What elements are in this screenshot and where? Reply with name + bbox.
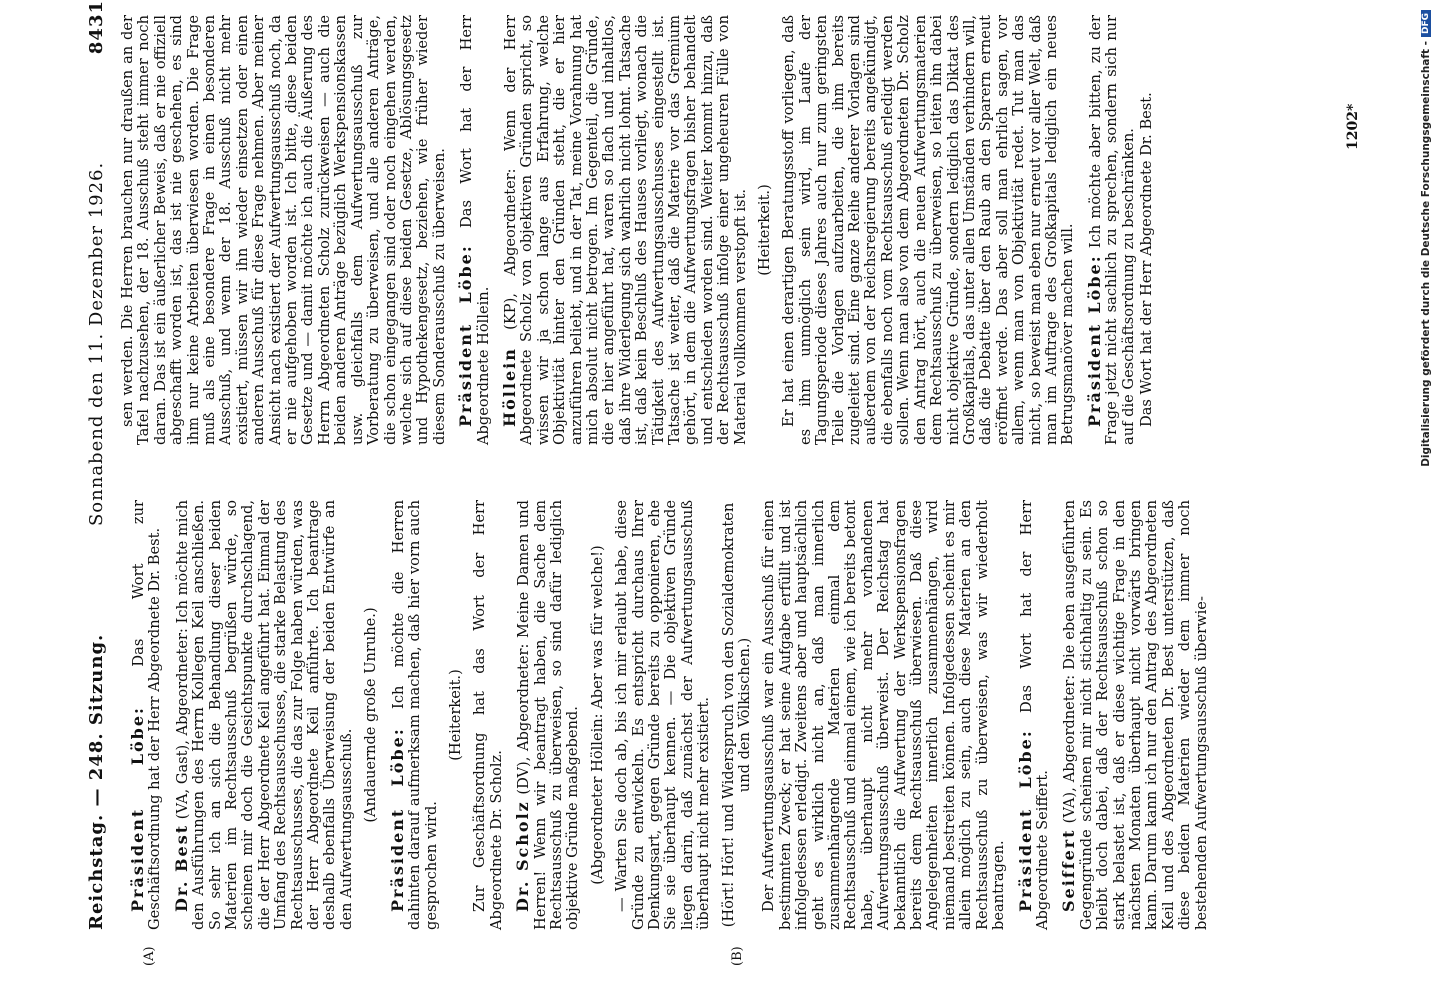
header-date: Sonnabend den 11. Dezember 1926. [85, 161, 107, 527]
speaker-name: Präsident Löbe: [1084, 254, 1104, 427]
paragraph-text: Ich möchte aber bitten, zu der Frage jetzt nicht sachlich zu sprechen, sondern sich nur auf die Geschäftsordnung zu beschränken. [1086, 15, 1137, 445]
page-header [80, 0, 112, 930]
paragraph-text: Das Wort hat der Herr Abgeordnete Dr. Best. [1137, 92, 1155, 427]
page-number: 8431 [85, 0, 107, 55]
paragraph-text: (DV), Abgeordneter: Meine Damen und Herren! Wenn wir beantragt haben, die Sache dem Rechtsausschuß zu überweisen, so sind dafür lediglich objektive Gründe maßgebend. [515, 500, 582, 930]
speech-paragraph [1061, 500, 1210, 930]
paragraph-text: Ich möchte die Herren dahinten darauf aufmerksam machen, daß hier vorn auch gesprochen wird. [389, 499, 440, 930]
paragraph-text: Das Wort hat der Herr Abgeordnete Höllein. [458, 15, 492, 445]
speech-paragraph [515, 500, 582, 930]
speech-paragraph [1015, 500, 1052, 930]
speech-paragraph [458, 15, 492, 445]
side-note-text: Digitalisierung gefördert durch die Deutsche Forschungsgemeinschaft - [1420, 41, 1432, 467]
paragraph-text: (VA, Gast), Abgeordneter: Ich möchte mich den Ausführungen des Herrn Kollegen Keil anschließen. So sehr ich an sich die Behandlung dieser beiden Materien im Rechtsausschuß begrüßen würde, so scheinen mir doch die Gesichtspunkte durchschlagend, die der Herr Abgeordnete Keil angeführt hat. Einmal der Umfang des Rechtsausschusses, die starke Belastung des Rechtsausschusses, die das zur Folge haben würden, was der Herr Abgeordnete Keil anführte. Ich beantrage deshalb ebenfalls Überweisung der beiden Entwürfe an den Aufwertungsausschuß. [173, 500, 355, 930]
paragraph-text: (KP), Abgeordneter: Wenn der Herr Abgeordnete Scholz von objektiven Gründen spricht, so wissen wir ja schon lange aus Erfahrung, welche Objektivität hinter den Gründen steht, die er hier anzuführen beliebt, und in der Tat, meine Vorahnung hat mich absolut nicht betrogen. Im Gegenteil, die Gründe, die er hier angeführt hat, waren so flach und inhaltlos, daß ihre Widerlegung sich wahrlich nicht lohnt. Tatsache ist, daß kein Beschluß des Hauses vorliegt, wonach die Tätigkeit des Aufwertungsausschusses eingestellt ist. Tatsache ist weiter, daß die Materie vor das Gremium gehört, in dem die Aufwertungsfragen bisher behandelt und entschieden worden sind. Weiter kommt hinzu, daß der Rechtsausschuß infolge einer ungeheuren Fülle von Material vollkommen verstopft ist. [501, 14, 749, 445]
paragraph-text: sen werden. Die Herren brauchen nur draußen an der Tafel nachzusehen, der 18. Ausschuß steht immer noch daran. Das ist ein äußerlicher Beweis, daß er nie offiziell abgeschafft worden ist, das ist nie geschehen, es sind ihm nur keine Arbeiten überwiesen worden. Die Frage muß als eine besondere Frage in einen besonderen Ausschuß, und wenn der 18. Ausschuß nicht mehr existiert, müssen wir ihn wieder einsetzen oder einen anderen Ausschuß für diese Frage nehmen. Aber meiner Ansicht nach existiert der Aufwertungsausschuß noch, da er nie aufgehoben worden ist. Ich bitte, diese beiden Gesetze und — damit möchte ich auch die Äußerung des Herrn Abgeordneten Scholz zurückweisen — auch die beiden anderen Anträge bezüglich Werkspensionskassen usw. gleichfalls dem Aufwertungsausschuß zur Vorberatung zu überweisen, und alle anderen Anträge, die schon eingegangen sind oder noch eingehen werden, welche sich auf diese beiden Gesetze, Ablösungsgesetz und Hypothekengesetz, beziehen, wie früher wieder diesem Sonderausschuß zu überweisen. [119, 15, 448, 445]
speaker-name: Präsident Löbe: [1015, 729, 1035, 912]
speech-paragraph [171, 500, 355, 930]
speaker-name: Höllein [499, 347, 519, 427]
speaker-name: Dr. Scholz [513, 800, 533, 912]
speaker-name: Präsident Löbe: [387, 727, 407, 912]
speech-paragraph [130, 500, 164, 930]
speaker-name: Präsident Löbe: [128, 706, 147, 912]
text-paragraph [761, 500, 1007, 930]
paragraph-text: Der Aufwertungsausschuß war ein Ausschuß für einen bestimmten Zweck; er hat seine Aufgabe erfüllt und ist infolgedessen erledigt. Zweitens aber und hauptsächlich geht es wirklich nicht an, daß man innerlich zusammenhängende Materien einmal dem Rechtsausschuß und einmal einem, wie ich bereits betont habe, überhaupt nicht mehr vorhandenen Aufwertungsausschuß überweist. Der Reichstag hat bekanntlich die Aufwertung der Werkspensionsfragen bereits dem Rechtsausschuß überwiesen. Daß diese Angelegenheiten innerlich zusammenhängen, wird niemand bestreiten können. Infolgedessen scheint es mir allein möglich zu sein, auch diese Materien an den Rechtsausschuß zu überweisen, was wir wiederholt beantragen. [760, 500, 1008, 930]
text-column-right [120, 15, 1157, 445]
speaker-name: Seiffert [1059, 828, 1079, 912]
header-left: Reichstag. — 248. Sitzung. [85, 633, 107, 930]
margin-marker-a: (A) [142, 946, 157, 966]
text-paragraph [1139, 15, 1155, 445]
text-paragraph [614, 500, 712, 930]
paragraph-text: Er hat einen derartigen Beratungsstoff vorliegen, daß es ihm unmöglich sein wird, im Laufe der Tagungsperiode dieses Jahres auch nur zum geringsten Teile die Vorlagen aufzuarbeiten, die ihm bereits zugeleitet sind. Eine ganze Reihe anderer Vorlagen sind außerdem von der Reichsregierung bereits angekündigt, die ebenfalls noch vom Rechtsausschuß erledigt werden sollen. Wenn man also von dem Abgeordneten Dr. Scholz den Antrag hört, auch die neuen Aufwertungsmaterien dem Rechtsausschuß zu überweisen, so leiten ihn dabei nicht objektive Gründe, sondern lediglich das Diktat des Großkapitals, das unter allen Umständen verhindern will, daß die Debatte über den Raub an den Sparern erneut eröffnet werde. Das aber soll man ehrlich sagen, vor allem, wenn man von Objektivität redet. Tut man das nicht, so beweist man eben nur erneut vor aller Welt, daß man im Auftrage des Großkapitals lediglich ein neues Betrugsmanöver machen will. [780, 15, 1077, 445]
paragraph-text: — Warten Sie doch ab, bis ich mir erlaubt habe, diese Gründe zu entwickeln. Es entspricht durchaus Ihrer Denkungsart, gegen Gründe bereits zu opponieren, ehe Sie sie überhaupt kennen. — Die objektiven Gründe liegen darin, daß zunächst der Aufwertungsausschuß überhaupt nicht mehr existiert. [613, 500, 713, 930]
text-column-left [120, 500, 1212, 930]
paragraph-text: (VA), Abgeordneter: Die eben ausgeführten Gegengründe scheinen mir nicht stichhaltig zu sein. Es bleibt doch dabei, daß der Rechtsausschuß schon so stark belastet ist, daß er diese wichtige Frage in den nächsten Monaten überhaupt nicht vorwärts bringen kann. Darum kann ich nur den Antrag des Abgeordneten Keil und des Abgeordneten Dr. Best unterstützen, daß diese beiden Materien wieder dem immer noch bestehenden Aufwertungsausschuß überwie- [1061, 499, 1210, 930]
speech-paragraph [1084, 15, 1137, 445]
interjection-note: (Heiterkeit.) [446, 669, 464, 761]
margin-marker-b: (B) [730, 946, 745, 966]
interjection-note: (Andauernde große Unruhe.) [362, 607, 380, 823]
text-paragraph [120, 15, 448, 445]
dfg-logo: DFG [1421, 10, 1431, 37]
text-paragraph [472, 500, 505, 930]
paragraph-text: Das Wort zur Geschäftsordnung hat der Herr Abgeordnete Dr. Best. [130, 500, 164, 930]
speech-paragraph [387, 499, 440, 930]
paragraph-text: Das Wort hat der Herr Abgeordnete Seiffert. [1017, 500, 1051, 930]
text-paragraph [781, 15, 1076, 445]
speech-paragraph [499, 14, 749, 445]
paragraph-text: Zur Geschäftsordnung hat das Wort der Herr Abgeordnete Dr. Scholz. [471, 500, 505, 930]
sheet-number: 1202* [1345, 103, 1361, 150]
speaker-name: Präsident Löbe: [456, 244, 476, 427]
interjection-note: (Hört! Hört! und Widerspruch von den Sozialdemokraten und den Völkischen.) [719, 502, 753, 928]
interjection-note: (Abgeordneter Höllein: Aber was für welche!) [588, 545, 606, 885]
interjection-note: (Heiterkeit.) [756, 184, 774, 276]
speaker-name: Dr. Best [171, 823, 191, 912]
document-page [80, 0, 1434, 966]
side-note [1418, 10, 1434, 990]
